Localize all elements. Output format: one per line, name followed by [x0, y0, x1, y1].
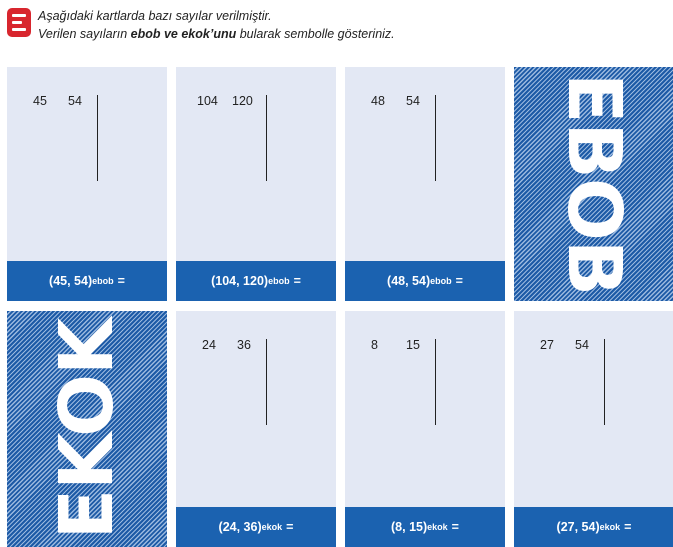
equals-sign: =	[117, 274, 125, 288]
answer-band	[176, 507, 336, 547]
number-b: 15	[406, 338, 420, 352]
pair-label: (45, 54)	[49, 274, 93, 288]
pair-label: (27, 54)	[556, 520, 600, 534]
number-a: 45	[33, 94, 47, 108]
division-line	[266, 95, 267, 181]
division-line	[97, 95, 98, 181]
division-card-5	[345, 311, 505, 547]
pair-label: (8, 15)	[391, 520, 428, 534]
activity-logo-icon	[7, 8, 31, 37]
division-card-1	[7, 67, 167, 301]
division-card-6	[514, 311, 673, 547]
instruction-line-2: Verilen sayıların ebob ve ekok’unu bularak sembolle gösteriniz.	[38, 27, 395, 41]
equals-sign: =	[286, 520, 294, 534]
ebob-word-card	[514, 67, 673, 301]
operation-subscript: ekok	[261, 522, 283, 532]
number-a: 48	[371, 94, 385, 108]
pair-label: (48, 54)	[387, 274, 431, 288]
equals-sign: =	[293, 274, 301, 288]
division-line	[266, 339, 267, 425]
division-card-4	[176, 311, 336, 547]
division-line	[435, 339, 436, 425]
pair-label: (104, 120)	[211, 274, 269, 288]
equals-sign: =	[451, 520, 459, 534]
number-b: 54	[406, 94, 420, 108]
pair-label: (24, 36)	[218, 520, 262, 534]
answer-band	[345, 261, 505, 301]
ekok-word-card	[7, 311, 167, 547]
number-a: 8	[371, 338, 378, 352]
number-b: 54	[68, 94, 82, 108]
number-b: 54	[575, 338, 589, 352]
ebob-word: EBOB	[551, 72, 637, 296]
division-card-2	[176, 67, 336, 301]
ekok-word: EKOK	[44, 318, 130, 540]
answer-band	[7, 261, 167, 301]
division-card-3	[345, 67, 505, 301]
number-a: 24	[202, 338, 216, 352]
operation-subscript: ekok	[427, 522, 448, 532]
operation-subscript: ebob	[92, 276, 114, 286]
division-line	[435, 95, 436, 181]
answer-band	[176, 261, 336, 301]
equals-sign: =	[455, 274, 463, 288]
answer-band	[345, 507, 505, 547]
number-a: 104	[197, 94, 218, 108]
number-b: 36	[237, 338, 251, 352]
instruction-line-1: Aşağıdaki kartlarda bazı sayılar verilmiştir.	[38, 9, 272, 23]
operation-subscript: ebob	[430, 276, 452, 286]
answer-band	[514, 507, 673, 547]
number-a: 27	[540, 338, 554, 352]
division-line	[604, 339, 605, 425]
equals-sign: =	[624, 520, 632, 534]
operation-subscript: ebob	[268, 276, 290, 286]
number-b: 120	[232, 94, 253, 108]
operation-subscript: ekok	[599, 522, 621, 532]
